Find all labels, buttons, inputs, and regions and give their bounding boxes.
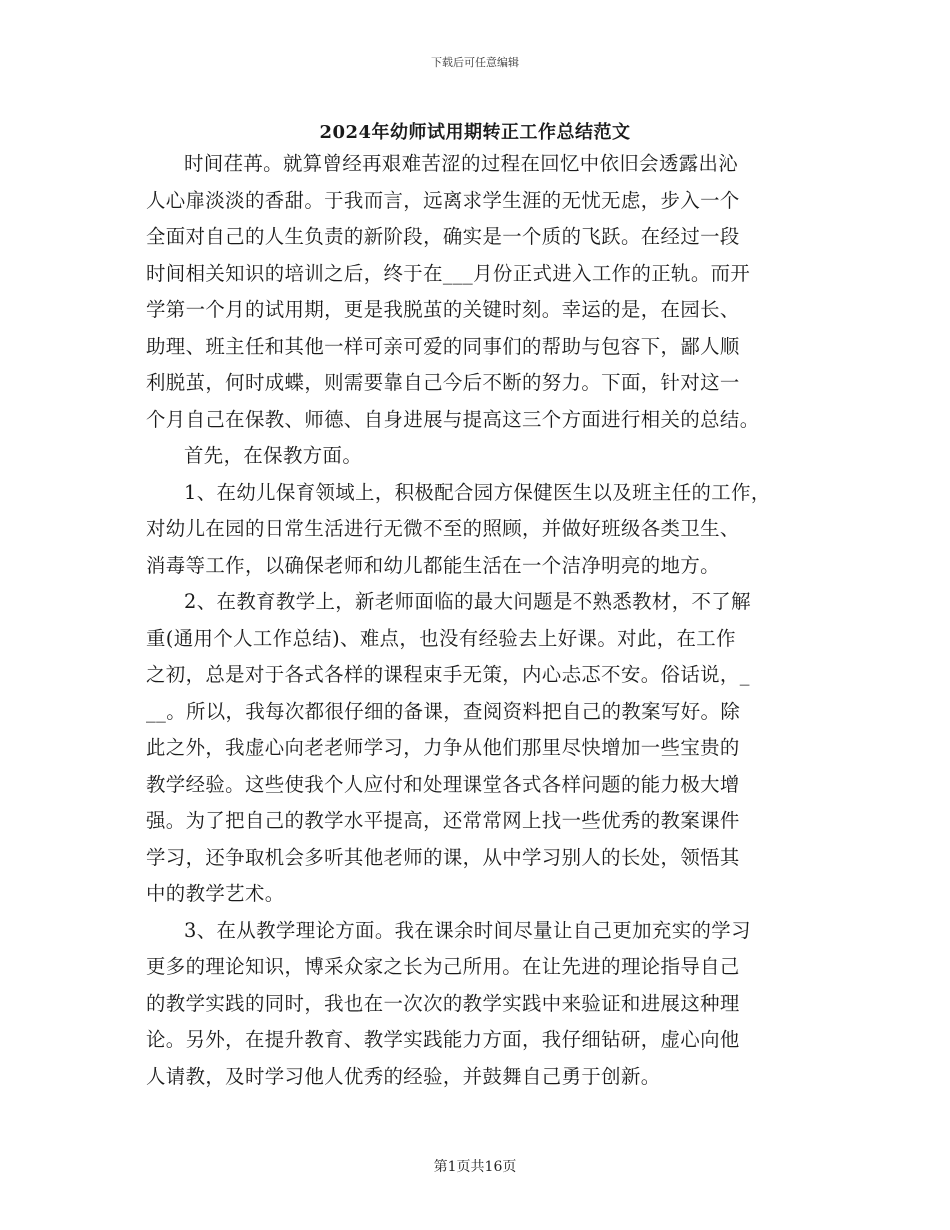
paragraph-line: 更多的理论知识，博采众家之长为己所用。在让先进的理论指导自己 — [146, 955, 740, 978]
paragraph-line: 对幼儿在园的日常生活进行无微不至的照顾，并做好班级各类卫生、 — [146, 517, 740, 540]
paragraph-line: 助理、班主任和其他一样可亲可爱的同事们的帮助与包容下，鄙人顺 — [146, 334, 740, 358]
paragraph-line: 强。为了把自己的教学水平提高，还常常网上找一些优秀的教案课件 — [146, 809, 740, 832]
paragraph-line: 时间荏苒。就算曾经再艰难苦涩的过程在回忆中依旧会透露出沁 — [184, 152, 739, 175]
paragraph-line: 时间相关知识的培训之后，终于在___月份正式进入工作的正轨。而开 — [146, 261, 751, 285]
paragraph-line: 重(通用个人工作总结)、难点，也没有经验去上好课。对此，在工作 — [146, 626, 736, 650]
paragraph-line: 2、在教育教学上，新老师面临的最大问题是不熟悉教材，不了解 — [184, 590, 751, 613]
paragraph-line: 之初，总是对于各式各样的课程束手无策，内心忐忑不安。俗话说，_ — [146, 663, 750, 686]
paragraph-line: 中的教学艺术。 — [146, 882, 285, 905]
paragraph-line: 3、在从教学理论方面。我在课余时间尽量让自己更加充实的学习 — [184, 918, 751, 942]
page-number: 第1页共16页 — [433, 1159, 517, 1175]
page-header-note: 下载后可任意编辑 — [431, 56, 519, 69]
paragraph-line: 人请教，及时学习他人优秀的经验，并鼓舞自己勇于创新。 — [146, 1064, 661, 1088]
paragraph-line: 个月自己在保教、师德、自身进展与提高这三个方面进行相关的总结。 — [146, 407, 760, 431]
paragraph-line: 1、在幼儿保育领域上，积极配合园方保健医生以及班主任的工作， — [184, 480, 771, 504]
document-title: 2024年幼师试用期转正工作总结范文 — [319, 122, 631, 143]
paragraph-line: 此之外，我虚心向老老师学习，力争从他们那里尽快增加一些宝贵的 — [146, 736, 740, 759]
paragraph-line: 全面对自己的人生负责的新阶段，确实是一个质的飞跃。在经过一段 — [146, 225, 740, 248]
paragraph-line: 学习，还争取机会多听其他老师的课，从中学习别人的长处，领悟其 — [146, 845, 740, 869]
paragraph-line: __。所以，我每次都很仔细的备课，查阅资料把自己的教案写好。除 — [146, 699, 741, 723]
paragraph-line: 学第一个月的试用期，更是我脱茧的关键时刻。幸运的是，在园长、 — [146, 298, 740, 321]
paragraph-line: 消毒等工作，以确保老师和幼儿都能生活在一个洁净明亮的地方。 — [146, 553, 720, 577]
paragraph-line: 教学经验。这些使我个人应付和处理课堂各式各样问题的能力极大增 — [146, 772, 740, 796]
paragraph-line: 论。另外，在提升教育、教学实践能力方面，我仔细钻研，虚心向他 — [146, 1028, 740, 1051]
paragraph-line: 利脱茧，何时成蝶，则需要靠自己今后不断的努力。下面，针对这一 — [146, 371, 740, 394]
document-body — [146, 146, 826, 1095]
section-heading-line: 首先，在保教方面。 — [184, 444, 363, 467]
paragraph-line: 人心扉淡淡的香甜。于我而言，远离求学生涯的无忧无虑，步入一个 — [146, 188, 740, 212]
paragraph-line: 的教学实践的同时，我也在一次次的教学实践中来验证和进展这种理 — [146, 991, 740, 1015]
